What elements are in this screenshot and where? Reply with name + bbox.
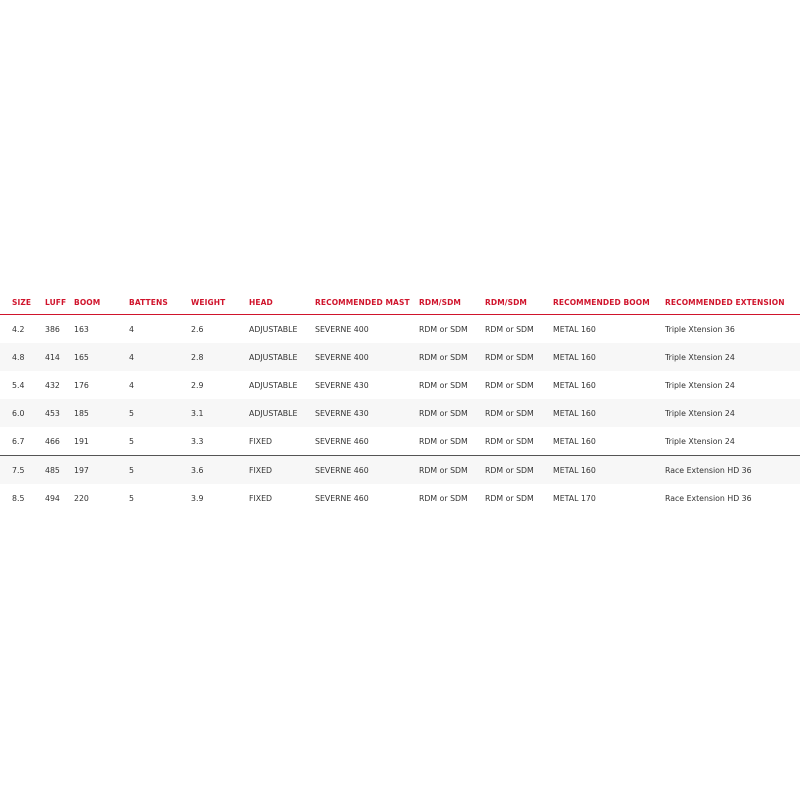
column-header: RECOMMENDED EXTENSION [665, 290, 800, 315]
table-cell: 3.1 [191, 399, 249, 427]
table-cell: 2.9 [191, 380, 204, 390]
table-cell: METAL 160 [553, 324, 596, 334]
table-cell: METAL 170 [553, 493, 596, 503]
column-header: BATTENS [129, 290, 191, 315]
table-cell: RDM or SDM [419, 399, 485, 427]
table-cell: 485 [45, 456, 74, 485]
table-cell: SEVERNE 460 [315, 456, 419, 485]
table-header-row [0, 290, 800, 315]
table-cell: RDM or SDM [419, 380, 468, 390]
table-cell: RDM or SDM [485, 380, 534, 390]
column-header: RDM/SDM [485, 290, 553, 315]
table-cell: 432 [45, 380, 60, 390]
table-cell: RDM or SDM [419, 427, 485, 456]
table-cell: Triple Xtension 24 [665, 380, 735, 390]
table-cell: 3.6 [191, 456, 249, 485]
column-header: RDM/SDM [419, 290, 485, 315]
table-cell: SEVERNE 430 [315, 399, 419, 427]
column-header: LUFF [45, 290, 74, 315]
table-cell: ADJUSTABLE [249, 324, 298, 334]
sail-spec-table [0, 290, 800, 512]
table-cell: 466 [45, 427, 74, 456]
table-cell: Race Extension HD 36 [665, 493, 752, 503]
table-cell: RDM or SDM [485, 324, 534, 334]
table-cell: METAL 160 [553, 456, 665, 485]
table-row [0, 484, 800, 512]
table-cell: 197 [74, 456, 129, 485]
table-cell: RDM or SDM [419, 456, 485, 485]
column-header: RECOMMENDED MAST [315, 290, 419, 315]
table-cell: FIXED [249, 427, 315, 456]
table-cell: Triple Xtension 24 [665, 399, 800, 427]
table-cell: 4.8 [0, 343, 45, 371]
table-cell: RDM or SDM [419, 324, 468, 334]
table-cell: FIXED [249, 456, 315, 485]
table-cell: 4 [129, 324, 134, 334]
table-cell: RDM or SDM [419, 493, 468, 503]
column-header: SIZE [0, 290, 45, 315]
table-cell: ADJUSTABLE [249, 399, 315, 427]
table-cell: 220 [74, 493, 89, 503]
table-cell: 5 [129, 399, 191, 427]
table-cell: 6.7 [0, 427, 45, 456]
table-cell: Race Extension HD 36 [665, 456, 800, 485]
table-cell: 5 [129, 493, 134, 503]
table-cell: 2.8 [191, 343, 249, 371]
table-row [0, 343, 800, 371]
table-cell: Triple Xtension 36 [665, 324, 735, 334]
column-header: RECOMMENDED BOOM [553, 290, 665, 315]
table-row [0, 315, 800, 344]
table-cell: 386 [45, 324, 60, 334]
table-cell: 185 [74, 399, 129, 427]
table-cell: 163 [74, 324, 89, 334]
table-cell: Triple Xtension 24 [665, 427, 800, 456]
table-cell: 191 [74, 427, 129, 456]
table-cell: RDM or SDM [485, 493, 534, 503]
table-cell: METAL 160 [553, 399, 665, 427]
table-cell: 2.6 [191, 324, 204, 334]
table-row [0, 456, 800, 485]
table-cell: SEVERNE 460 [315, 427, 419, 456]
table-cell: 176 [74, 380, 89, 390]
table-cell: 5 [129, 427, 191, 456]
table-cell: FIXED [249, 493, 273, 503]
table-cell: 453 [45, 399, 74, 427]
table-cell: 6.0 [0, 399, 45, 427]
table-cell: 5.4 [12, 380, 25, 390]
table-cell: SEVERNE 400 [315, 324, 369, 334]
table-cell: SEVERNE 460 [315, 493, 369, 503]
table-cell: SEVERNE 430 [315, 380, 369, 390]
table-cell: RDM or SDM [485, 343, 553, 371]
table-cell: 4.2 [12, 324, 25, 334]
table-cell: 3.9 [191, 493, 204, 503]
table-cell: 414 [45, 343, 74, 371]
table-cell: ADJUSTABLE [249, 380, 298, 390]
table-cell: Triple Xtension 24 [665, 343, 800, 371]
table-cell: 494 [45, 493, 60, 503]
table-cell: RDM or SDM [485, 399, 553, 427]
table-cell: 3.3 [191, 427, 249, 456]
table-cell: SEVERNE 400 [315, 343, 419, 371]
table-row [0, 399, 800, 427]
table-cell: 8.5 [12, 493, 25, 503]
table-cell: ADJUSTABLE [249, 343, 315, 371]
table-cell: METAL 160 [553, 380, 596, 390]
table-cell: 165 [74, 343, 129, 371]
table-cell: RDM or SDM [485, 427, 553, 456]
table-cell: 4 [129, 380, 134, 390]
table-cell: 4 [129, 343, 191, 371]
column-header: HEAD [249, 290, 315, 315]
column-header: BOOM [74, 290, 129, 315]
table-cell: 7.5 [0, 456, 45, 485]
table-row [0, 427, 800, 456]
table-cell: RDM or SDM [419, 343, 485, 371]
table-cell: RDM or SDM [485, 456, 553, 485]
table-cell: 5 [129, 456, 191, 485]
table-row [0, 371, 800, 399]
table-cell: METAL 160 [553, 343, 665, 371]
table-cell: METAL 160 [553, 427, 665, 456]
column-header: WEIGHT [191, 290, 249, 315]
